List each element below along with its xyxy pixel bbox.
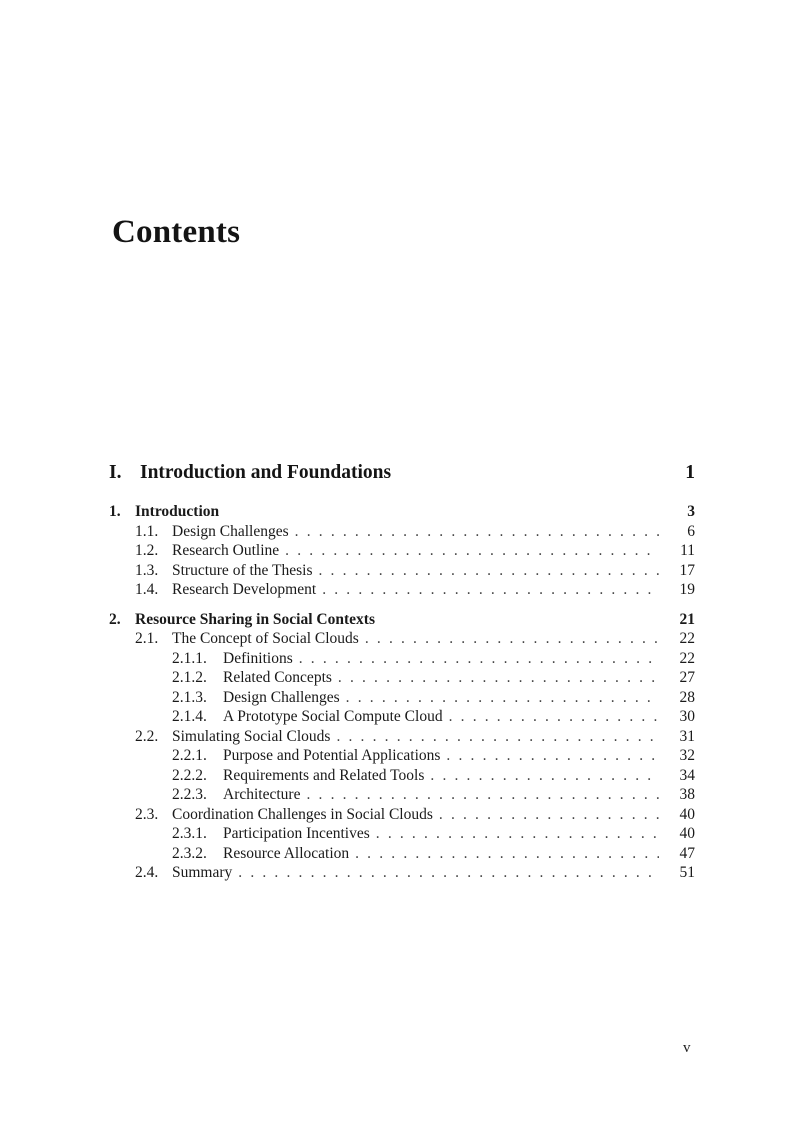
dot-leader — [433, 805, 659, 825]
entry-title: Design Challenges — [223, 688, 340, 706]
entry-page: 19 — [679, 581, 695, 598]
section-entry[interactable] — [109, 561, 695, 581]
entry-page: 22 — [679, 649, 695, 667]
entry-title: Definitions — [223, 649, 293, 667]
entry-title: Purpose and Potential Applications — [223, 747, 441, 764]
entry-page: 51 — [679, 864, 695, 881]
dot-leader — [279, 541, 659, 561]
entry-number: 2.1.1. — [172, 649, 207, 667]
chapter-page: 3 — [687, 503, 695, 520]
section-entry[interactable] — [109, 863, 695, 883]
chapter-number: 1. — [109, 503, 121, 520]
dot-leader — [293, 649, 659, 669]
chapter-title: Resource Sharing in Social Contexts — [135, 610, 375, 628]
entry-number: 2.1.4. — [172, 708, 207, 725]
dot-leader — [424, 766, 659, 786]
part-title: Introduction and Foundations — [140, 462, 392, 483]
entry-title: Architecture — [223, 786, 301, 803]
chapter-title: Introduction — [135, 503, 220, 520]
chapter-block — [109, 610, 695, 883]
entry-number: 2.3.2. — [172, 844, 207, 862]
dot-leader — [370, 824, 659, 844]
subsection-entry[interactable] — [109, 766, 695, 786]
page-title: Contents — [112, 214, 241, 250]
entry-page: 40 — [679, 825, 695, 842]
subsection-entry[interactable] — [109, 649, 695, 669]
entry-title: A Prototype Social Compute Cloud — [223, 708, 443, 725]
entry-title: Simulating Social Clouds — [172, 727, 331, 745]
entry-number: 2.2.1. — [172, 747, 207, 764]
entry-page: 28 — [679, 688, 695, 706]
entry-title: Summary — [172, 864, 233, 881]
dot-leader — [312, 561, 659, 581]
entry-number: 2.1.3. — [172, 688, 207, 706]
chapter-entry[interactable] — [109, 502, 695, 522]
subsection-entry[interactable] — [109, 746, 695, 766]
entry-page: 38 — [679, 786, 695, 803]
section-entry[interactable] — [109, 805, 695, 825]
entry-number: 2.2.3. — [172, 786, 207, 803]
entry-page: 22 — [679, 630, 695, 647]
subsection-entry[interactable] — [109, 688, 695, 708]
page-number: v — [683, 1040, 691, 1056]
entry-page: 6 — [687, 522, 695, 540]
subsection-entry[interactable] — [109, 785, 695, 805]
entry-page: 31 — [679, 727, 695, 745]
chapter-entry[interactable] — [109, 610, 695, 630]
subsection-entry[interactable] — [109, 824, 695, 844]
entry-page: 40 — [679, 805, 695, 823]
subsection-entry[interactable] — [109, 668, 695, 688]
entry-title: The Concept of Social Clouds — [172, 630, 359, 647]
entry-title: Design Challenges — [172, 522, 289, 540]
entry-number: 2.1.2. — [172, 669, 207, 686]
dot-leader — [289, 522, 659, 542]
dot-leader — [440, 746, 659, 766]
chapter-page: 21 — [679, 610, 695, 628]
entry-title: Requirements and Related Tools — [223, 766, 425, 784]
dot-leader — [300, 785, 659, 805]
section-entry[interactable] — [109, 629, 695, 649]
entry-number: 2.3.1. — [172, 825, 207, 842]
dot-leader — [340, 688, 659, 708]
dot-leader — [359, 629, 659, 649]
entry-page: 27 — [679, 669, 695, 686]
part-page: 1 — [685, 462, 695, 483]
section-entry[interactable] — [109, 580, 695, 600]
chapter-number: 2. — [109, 610, 121, 628]
chapter-block — [109, 502, 695, 600]
entry-page: 30 — [679, 708, 695, 725]
entry-page: 32 — [679, 747, 695, 764]
dot-leader — [349, 844, 659, 864]
entry-number: 1.1. — [135, 522, 159, 540]
dot-leader — [316, 580, 659, 600]
entry-number: 2.4. — [135, 864, 159, 881]
dot-leader — [232, 863, 659, 883]
entry-title: Research Development — [172, 581, 317, 598]
section-entry[interactable] — [109, 522, 695, 542]
table-of-contents — [109, 502, 695, 893]
entry-number: 1.3. — [135, 561, 159, 579]
entry-number: 2.2.2. — [172, 766, 207, 784]
dot-leader — [443, 707, 659, 727]
entry-page: 47 — [679, 844, 695, 862]
entry-title: Research Outline — [172, 542, 280, 559]
entry-title: Resource Allocation — [223, 844, 350, 862]
part-number: I. — [109, 462, 122, 483]
entry-title: Related Concepts — [223, 669, 332, 686]
dot-leader — [332, 668, 659, 688]
entry-page: 11 — [680, 542, 695, 559]
dot-leader — [330, 727, 659, 747]
entry-title: Participation Incentives — [223, 825, 370, 842]
entry-title: Coordination Challenges in Social Clouds — [172, 805, 433, 823]
subsection-entry[interactable] — [109, 707, 695, 727]
section-entry[interactable] — [109, 727, 695, 747]
entry-number: 2.2. — [135, 727, 159, 745]
part-heading — [109, 462, 695, 484]
entry-page: 34 — [679, 766, 695, 784]
entry-number: 2.3. — [135, 805, 159, 823]
entry-number: 2.1. — [135, 630, 159, 647]
subsection-entry[interactable] — [109, 844, 695, 864]
entry-number: 1.4. — [135, 581, 159, 598]
section-entry[interactable] — [109, 541, 695, 561]
entry-title: Structure of the Thesis — [172, 561, 313, 579]
entry-page: 17 — [679, 561, 695, 579]
entry-number: 1.2. — [135, 542, 159, 559]
